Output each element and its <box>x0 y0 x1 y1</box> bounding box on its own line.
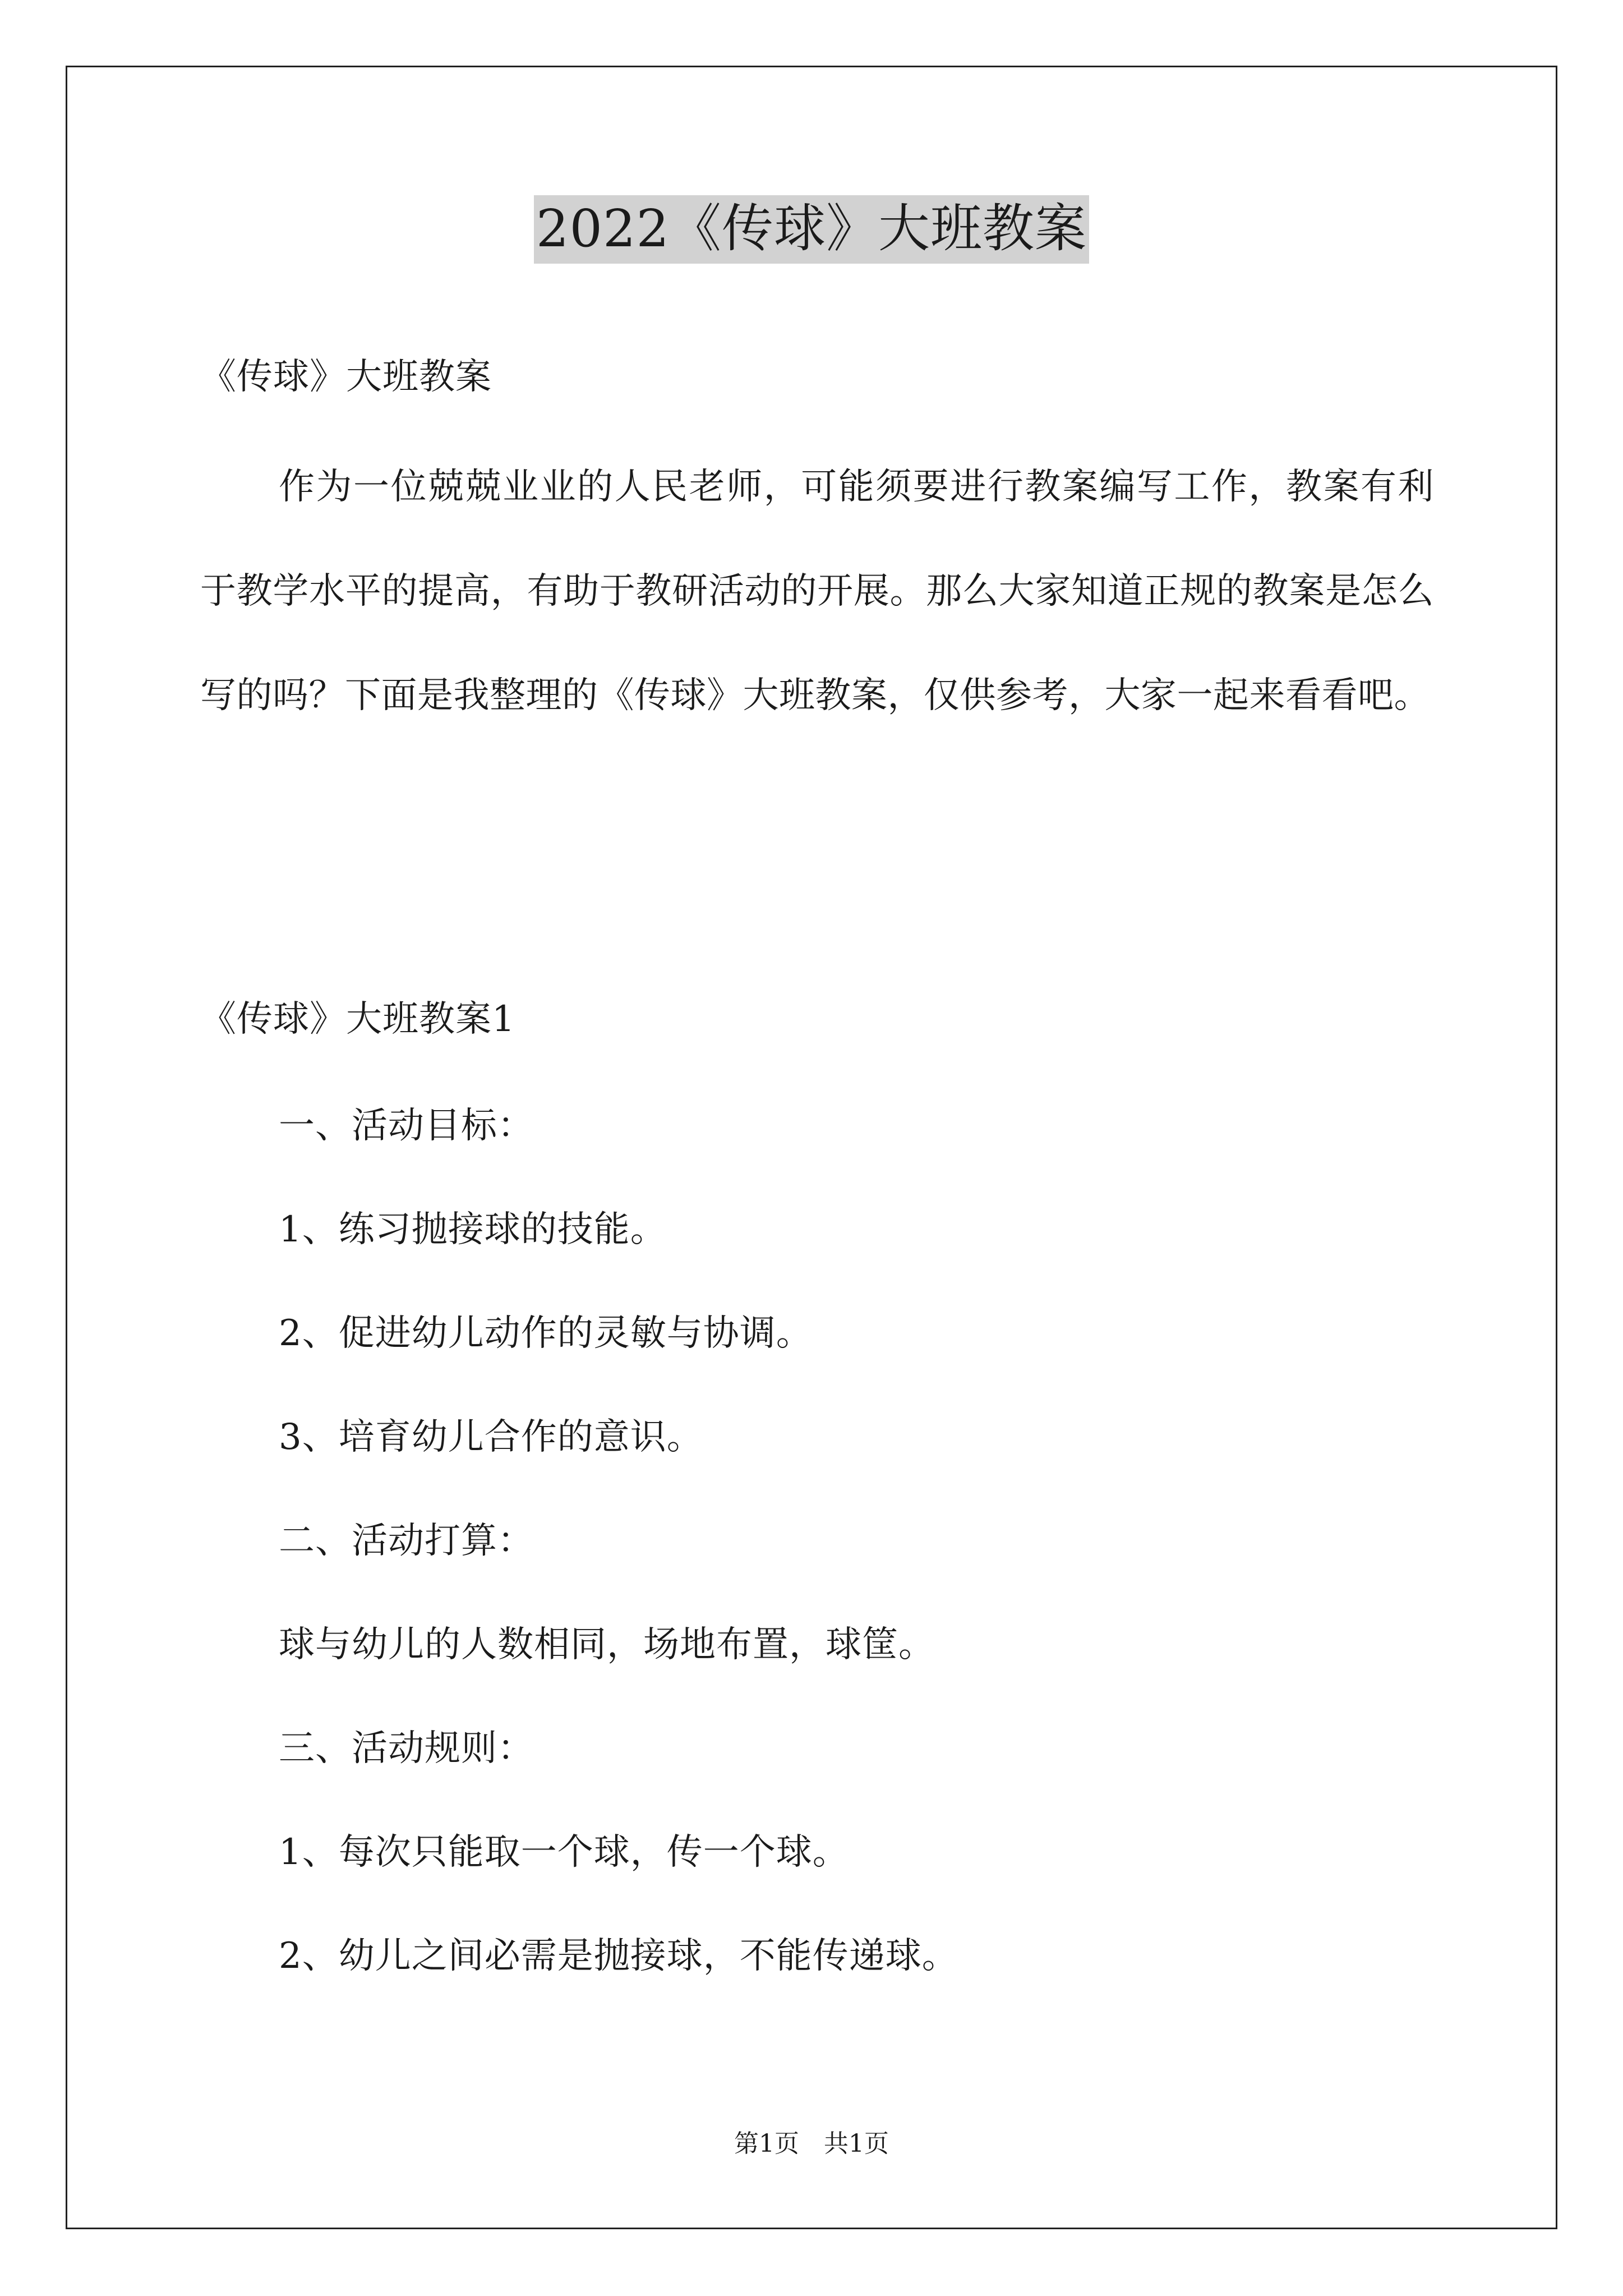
list-item: 1、练习抛接球的技能。 <box>279 1209 667 1250</box>
list-item: 2、幼儿之间必需是抛接球，不能传递球。 <box>279 1935 958 1977</box>
list-item: 二、活动打算： <box>279 1520 534 1562</box>
document-title-text: 2022《传球》大班教案 <box>534 195 1089 264</box>
list-item: 三、活动规则： <box>279 1728 534 1769</box>
list-item: 1、每次只能取一个球，传一个球。 <box>279 1832 849 1873</box>
page-footer: 第1页 共1页 <box>734 2129 889 2158</box>
list-item: 一、活动目标： <box>279 1105 534 1147</box>
subtitle: 《传球》大班教案 <box>200 356 492 398</box>
document-title <box>0 195 1623 264</box>
list-item: 球与幼儿的人数相同，场地布置，球筐。 <box>279 1624 935 1665</box>
section-heading: 《传球》大班教案1 <box>200 999 515 1040</box>
list-item: 2、促进幼儿动作的灵敏与协调。 <box>279 1313 813 1354</box>
list-item: 3、培育幼儿合作的意识。 <box>279 1416 703 1458</box>
intro-paragraph: 作为一位兢兢业业的人民老师，可能须要进行教案编写工作，教案有利于教学水平的提高，有助于教研活动的开展。那么大家知道正规的教案是怎么写的吗？下面是我整理的《传球》大班教案，仅供参考，大家一起来看看吧。 <box>200 466 1434 716</box>
